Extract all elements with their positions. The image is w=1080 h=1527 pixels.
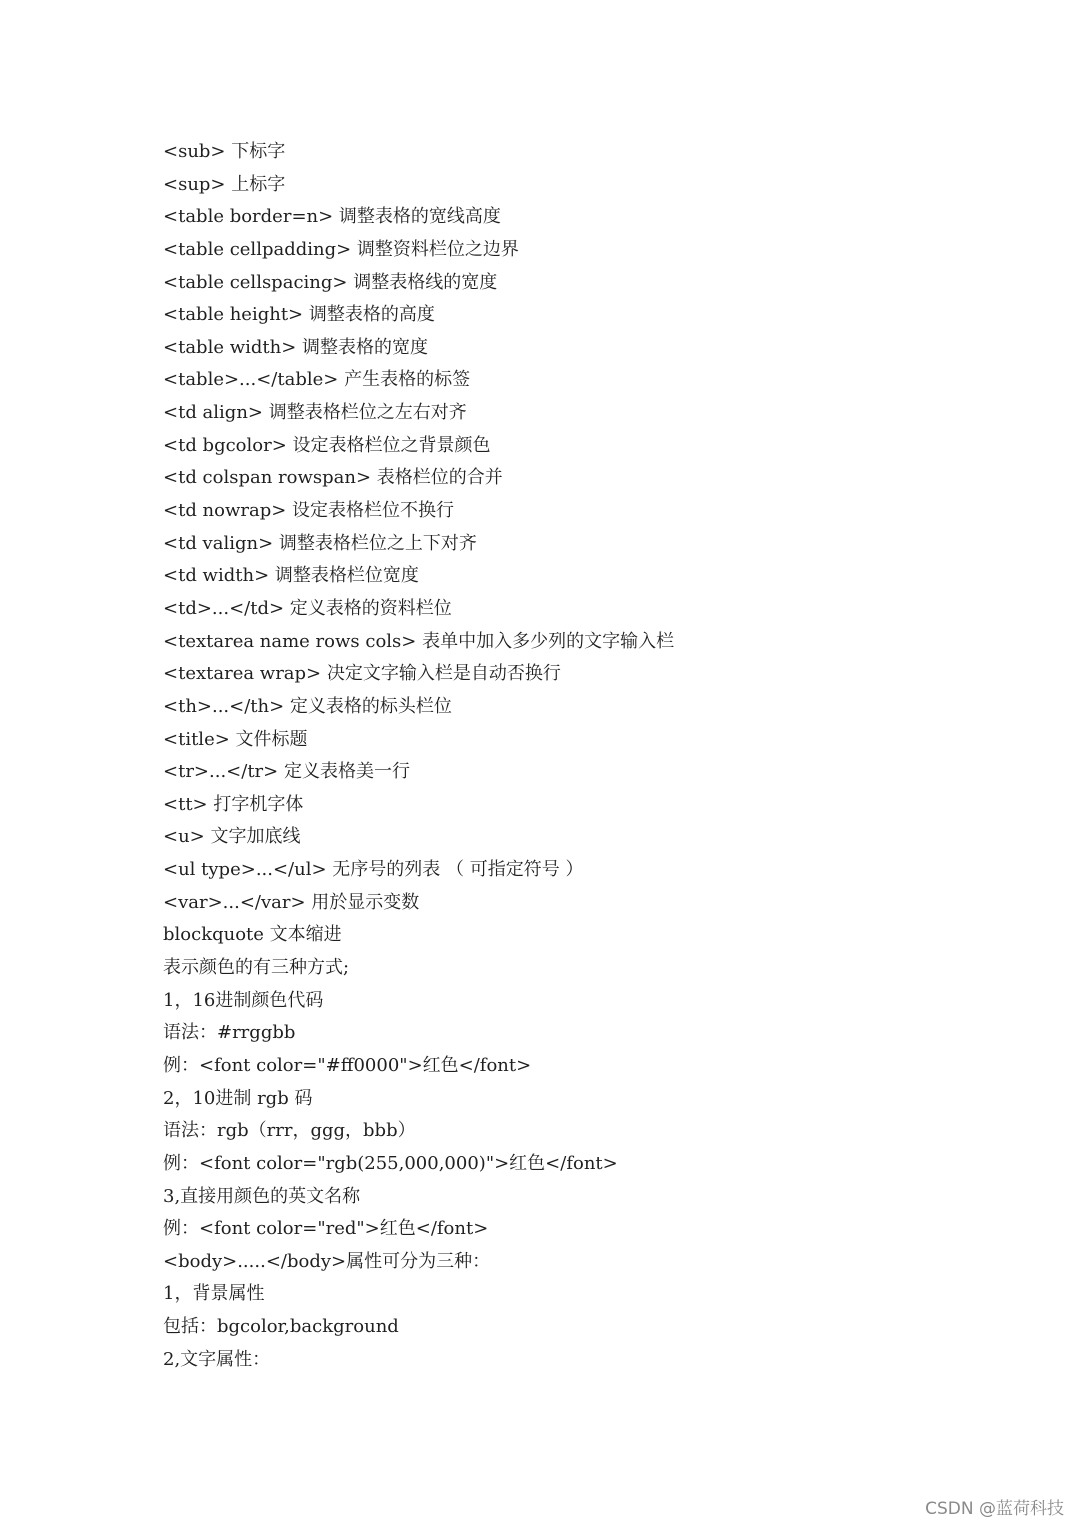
- document-line: <td valign> 调整表格栏位之上下对齐: [163, 532, 477, 554]
- document-line: <textarea wrap> 决定文字输入栏是自动否换行: [163, 663, 561, 685]
- document-line: 语法：#rrggbb: [163, 1022, 296, 1044]
- document-line: <td nowrap> 设定表格栏位不换行: [163, 500, 455, 522]
- document-line: <sup> 上标字: [163, 173, 286, 195]
- document-line: <var>...</var> 用於显示变数: [163, 891, 420, 913]
- document-line: <sub> 下标字: [163, 141, 286, 162]
- document-line: 2,文字属性：: [163, 1348, 271, 1370]
- document-line: <th>...</th> 定义表格的标头栏位: [163, 695, 452, 717]
- document-line: <table cellpadding> 调整资料栏位之边界: [163, 238, 519, 260]
- document-line: <u> 文字加底线: [163, 826, 301, 848]
- document-line: 例：<font color="rgb(255,000,000)">红色</font>: [163, 1152, 618, 1174]
- document-line: 1，背景属性: [163, 1283, 265, 1305]
- document-line: 包括：bgcolor,background: [163, 1316, 399, 1338]
- document-line: 2，10进制 rgb 码: [163, 1087, 313, 1109]
- document-body: [163, 136, 1043, 1376]
- document-line: <title> 文件标题: [163, 728, 308, 750]
- document-line: <table border=n> 调整表格的宽线高度: [163, 206, 501, 228]
- document-line: <table height> 调整表格的高度: [163, 304, 435, 326]
- document-line: <td width> 调整表格栏位宽度: [163, 565, 419, 587]
- document-line: 表示颜色的有三种方式;: [163, 957, 350, 979]
- document-line: <td colspan rowspan> 表格栏位的合并: [163, 467, 503, 489]
- document-line: <td align> 调整表格栏位之左右对齐: [163, 402, 467, 424]
- document-line: <table>...</table> 产生表格的标签: [163, 369, 471, 391]
- document-line: <tt> 打字机字体: [163, 793, 304, 815]
- document-line: <textarea name rows cols> 表单中加入多少列的文字输入栏: [163, 630, 675, 652]
- document-line: <td>...</td> 定义表格的资料栏位: [163, 597, 452, 619]
- document-line: 语法：rgb（rrr，ggg，bbb）: [163, 1120, 416, 1142]
- document-line: <tr>...</tr> 定义表格美一行: [163, 761, 410, 783]
- document-line: 例：<font color="#ff0000">红色</font>: [163, 1054, 532, 1076]
- document-line: blockquote 文本缩进: [163, 924, 342, 946]
- document-line: <body>.....</body>属性可分为三种：: [163, 1250, 491, 1272]
- document-line: <table width> 调整表格的宽度: [163, 336, 429, 358]
- document-line: <ul type>...</ul> 无序号的列表 （ 可指定符号 ）: [163, 859, 584, 881]
- document-line: 1，16进制颜色代码: [163, 989, 324, 1011]
- document-line: 例：<font color="red">红色</font>: [163, 1218, 489, 1240]
- document-line: 3,直接用颜色的英文名称: [163, 1185, 361, 1207]
- document-line: <table cellspacing> 调整表格线的宽度: [163, 271, 498, 293]
- document-line: <td bgcolor> 设定表格栏位之背景颜色: [163, 434, 491, 456]
- watermark: CSDN @蓝荷科技: [925, 1499, 1064, 1519]
